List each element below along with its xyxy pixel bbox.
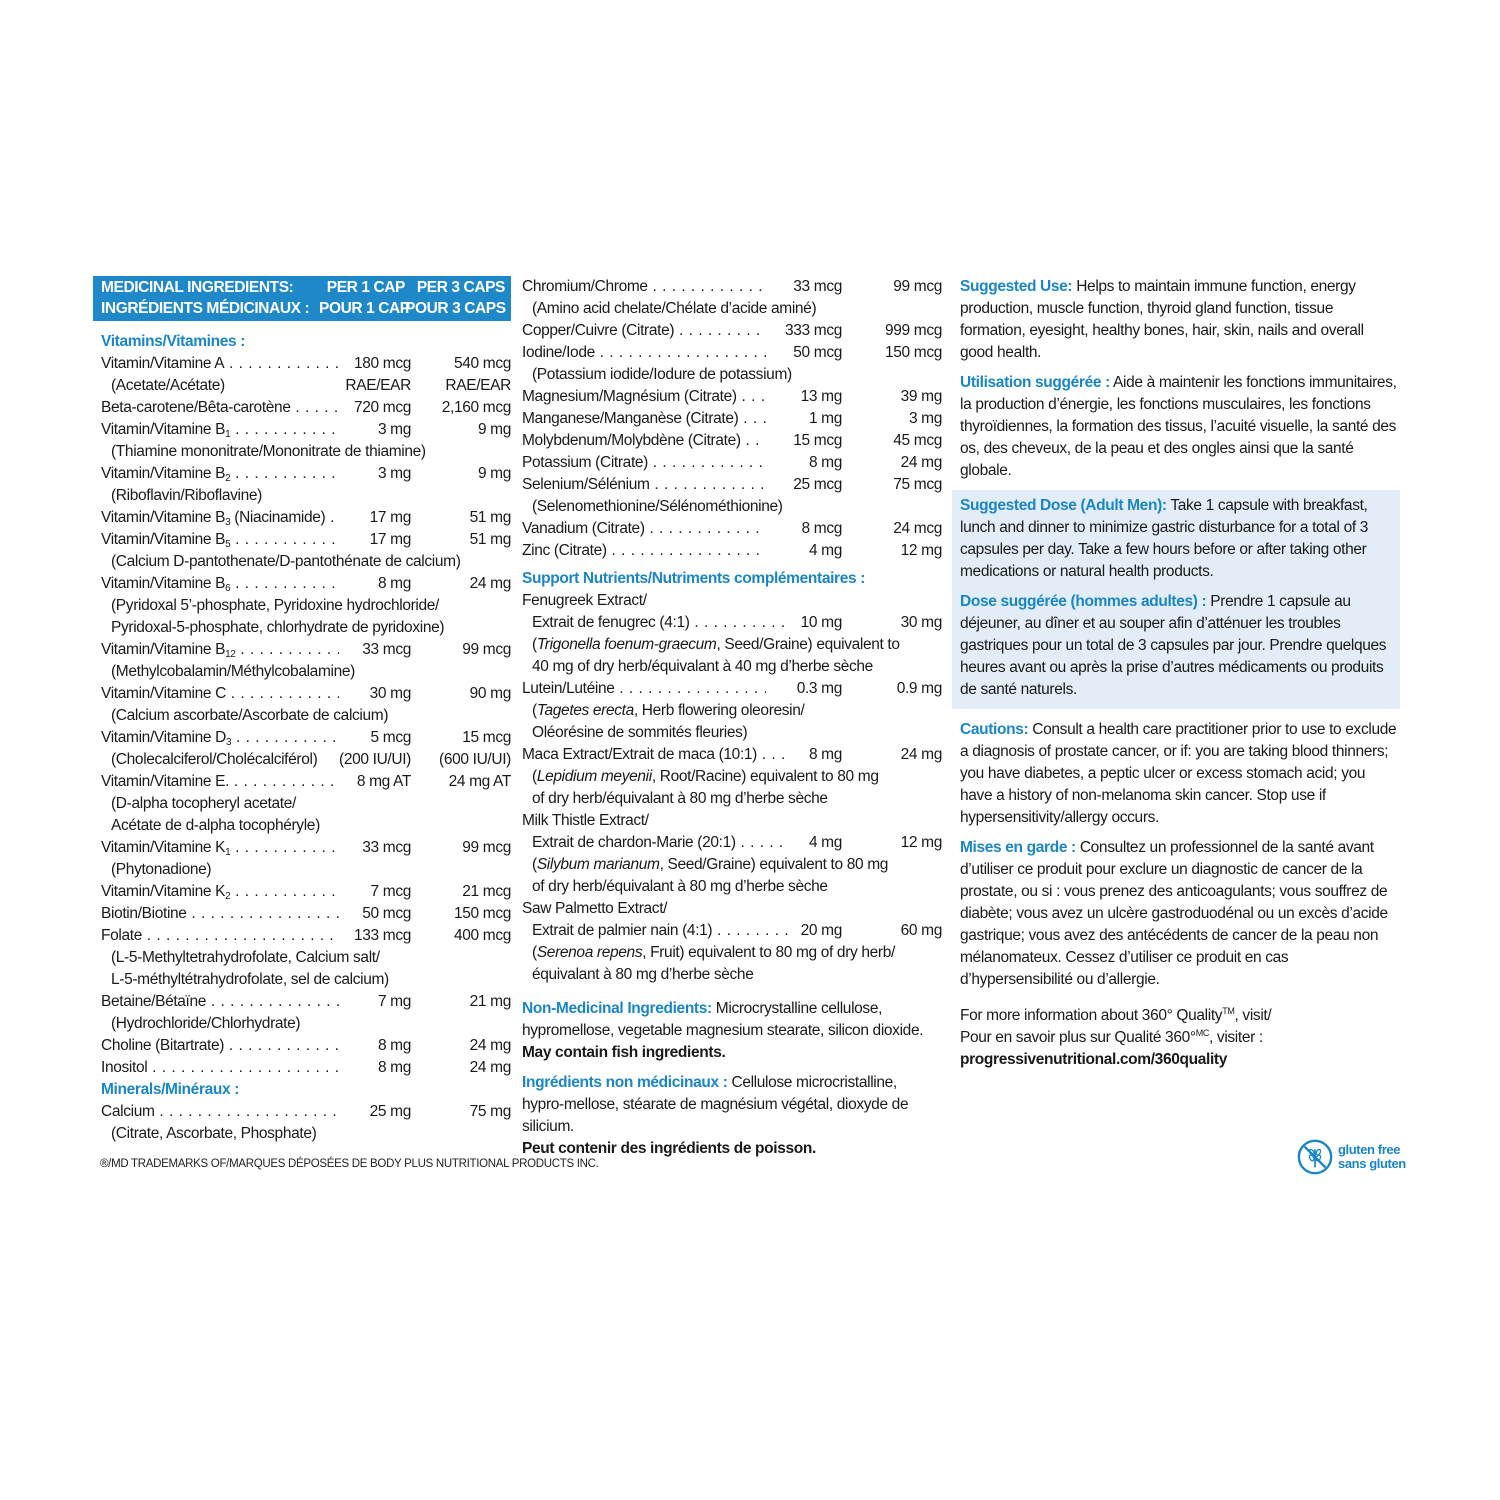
amount-1: 7 mcg [370, 883, 411, 900]
ingredient-row-saw-palmetto [522, 920, 942, 942]
more-info-fr [960, 1027, 1400, 1049]
ingredient-name-text: Vitamin/Vitamine B [101, 421, 226, 438]
amount-3: 24 mg [469, 1037, 511, 1054]
ingredient-row-milk-thistle [522, 832, 942, 854]
amount-1: 8 mg [808, 746, 842, 763]
non-medicinal-en-text: Microcrystalline cellulose, hypromellose, vegetable magnesium stearate, silicon dioxide. [522, 1000, 924, 1039]
ingredient-name-text: Vitamin/Vitamine B [101, 575, 226, 592]
note-rest: , Herb flowering oleoresin/ [633, 702, 805, 719]
ingredient-note: (Acetate/Acétate) [111, 377, 225, 394]
ingredient-name: Vitamin/Vitamine E. . . . [101, 771, 339, 793]
ingredient-note [522, 766, 942, 788]
amount-3: 24 mg [469, 575, 511, 592]
more-info-fr-text: Pour en savoir plus sur Qualité 360° [960, 1029, 1196, 1046]
suggested-use-label: Suggested Use: [960, 278, 1073, 295]
ingredient-subscript: 3 [225, 737, 232, 748]
amount-3: 150 mcg [885, 344, 942, 361]
note-rest: , Fruit) equivalent to 80 mg of dry herb/ [642, 944, 895, 961]
latin-name: Tagetes erecta [536, 702, 634, 719]
ingredient-name: Inositol . . . [101, 1057, 339, 1079]
non-medicinal-en [522, 998, 942, 1064]
ingredient-name: Selenium/Sélénium . . . [522, 474, 766, 496]
utilisation-suggeree [960, 372, 1400, 482]
ingredient-row-vitamin-b5 [101, 529, 511, 551]
ingredient-name-text: Vitamin/Vitamine K [101, 839, 226, 856]
amount-1: 17 mg [369, 531, 411, 548]
amount-3: 12 mg [900, 834, 942, 851]
suggested-dose-text: Take 1 capsule with breakfast, lunch and dinner to minimize gastric disturbance for a total of 3 capsules per day. Take a few hours before or after taking other medications or natural health products. [960, 497, 1369, 580]
fish-warning-fr: Peut contenir des ingrédients de poisson. [522, 1140, 816, 1157]
amount-1: 8 mg AT [356, 773, 411, 790]
ingredient-name [101, 419, 339, 441]
ingredient-row-biotin [101, 903, 511, 925]
amount-1: 4 mg [808, 834, 842, 851]
dose-panel [952, 490, 1400, 709]
ingredient-row-vitamin-a [101, 353, 511, 375]
amount-1: 33 mcg [793, 278, 842, 295]
ingredient-name [101, 837, 339, 859]
header-per3-fr: POUR 3 CAPS [405, 300, 506, 317]
amount-3: 99 mcg [893, 278, 942, 295]
fish-warning-en: May contain fish ingredients. [522, 1044, 726, 1061]
note-paren: ( [532, 944, 537, 961]
amount-3-unit: (600 IU/UI) [439, 751, 511, 768]
ingredient-subscript: 3 [225, 517, 231, 528]
suggested-dose-label: Suggested Dose (Adult Men): [960, 497, 1167, 514]
header-per1-fr: POUR 1 CAP [319, 300, 410, 317]
ingredient-name-text: Vitamin/Vitamine B [101, 509, 226, 526]
saw-palmetto-title: Saw Palmetto Extract/ [522, 900, 668, 917]
ingredient-name [101, 639, 339, 661]
suggested-use [960, 276, 1400, 364]
ingredient-name: Lutein/Lutéine . . . [522, 678, 766, 700]
header-fr: INGRÉDIENTS MÉDICINAUX : [101, 300, 310, 317]
ingredient-note [522, 634, 942, 656]
amount-3: 24 mg [469, 1059, 511, 1076]
vitamins-list [93, 331, 511, 1145]
amount-1: 25 mcg [793, 476, 842, 493]
gluten-free-en: gluten free [1338, 1142, 1401, 1157]
amount-1: 133 mcg [354, 927, 411, 944]
amount-1: 10 mg [800, 614, 842, 631]
ingredient-row-vitamin-b1 [101, 419, 511, 441]
fenugreek-title: Fenugreek Extract/ [522, 592, 647, 609]
ingredients-column-1 [93, 276, 511, 1145]
ingredient-name: Vitamin/Vitamine A . . . [101, 353, 339, 375]
amount-1: 50 mcg [793, 344, 842, 361]
ingredient-note: (D-alpha tocopheryl acetate/ [111, 795, 296, 812]
more-info-en-tail: , visit/ [1234, 1007, 1272, 1024]
note-paren: ( [532, 636, 537, 653]
mises-en-garde-label: Mises en garde : [960, 839, 1076, 856]
amount-3: 0.9 mg [896, 680, 942, 697]
amount-1: 3 mg [377, 421, 411, 438]
ingredient-name: Iodine/Iode . . . [522, 342, 766, 364]
ingredient-note: (Cholecalciferol/Cholécalciférol) [111, 751, 318, 768]
ingredient-name [101, 727, 339, 749]
amount-1: 8 mg [377, 1037, 411, 1054]
ingredient-subscript: 1 [225, 429, 231, 440]
ingredient-name: Biotin/Biotine . . . [101, 903, 339, 925]
note-paren: ( [532, 768, 537, 785]
ingredient-note [522, 854, 942, 876]
ingredient-name: Folate . . . [101, 925, 339, 947]
ingredient-note: (Selenomethionine/Sélénométhionine) [532, 498, 783, 515]
ingredient-name: Potassium (Citrate) . . . [522, 452, 766, 474]
amount-3: 21 mg [469, 993, 511, 1010]
directions-column [960, 276, 1400, 1071]
amount-3-unit: RAE/EAR [445, 377, 511, 394]
amount-3: 60 mg [900, 922, 942, 939]
ingredient-note [522, 700, 942, 722]
ingredient-name: Magnesium/Magnésium (Citrate) . . . [522, 386, 766, 408]
ingredient-note: Oléorésine de sommités fleuries) [532, 724, 748, 741]
amount-3: 150 mcg [454, 905, 511, 922]
amount-3: 24 mg AT [448, 773, 511, 790]
note-rest: , Seed/Graine) equivalent to 80 mg [659, 856, 889, 873]
ingredient-note: (Potassium iodide/Iodure de potassium) [532, 366, 792, 383]
latin-name: Trigonella foenum-graecum [536, 636, 717, 653]
amount-3: 99 mcg [462, 641, 511, 658]
amount-1: 15 mcg [793, 432, 842, 449]
more-info-en-text: For more information about 360° Quality [960, 1007, 1223, 1024]
more-info [960, 1005, 1400, 1071]
more-info-en [960, 1005, 1400, 1027]
amount-1: 720 mcg [354, 399, 411, 416]
cautions-label: Cautions: [960, 721, 1029, 738]
ingredient-name: Vanadium (Citrate) . . . [522, 518, 766, 540]
ingredient-row-inositol [101, 1057, 511, 1079]
ingredient-note: équivalant à 80 mg d’herbe sèche [532, 966, 754, 983]
ingredient-note: of dry herb/équivalant à 80 mg d’herbe sèche [532, 878, 828, 895]
amount-3: 9 mg [477, 465, 511, 482]
ingredient-note: (Hydrochloride/Chlorhydrate) [111, 1015, 301, 1032]
ingredient-row-manganese [522, 408, 942, 430]
ingredient-row-maca [522, 744, 942, 766]
ingredient-subscript: 6 [225, 583, 231, 594]
ingredient-row-vitamin-d3 [101, 727, 511, 749]
support-heading: Support Nutrients/Nutriments complémentaires : [522, 570, 866, 587]
amount-1: 50 mcg [362, 905, 411, 922]
utilisation-text: Aide à maintenir les fonctions immunitaires, la production d’énergie, les fonctions musculaires, les fonctions thyroïdiennes, la formation des tissus, l’acuité visuelle, la santé des os, des cheveux, de la peau et des ongles ainsi que la santé globale. [960, 374, 1397, 479]
suggested-dose [960, 495, 1392, 583]
ingredient-row-copper [522, 320, 942, 342]
ingredient-name: Vitamin/Vitamine C . . . [101, 683, 339, 705]
amount-1: 33 mcg [362, 839, 411, 856]
amount-1: 1 mg [808, 410, 842, 427]
ingredient-name: Manganese/Manganèse (Citrate) . . . [522, 408, 766, 430]
ingredient-name: Beta-carotene/Bêta-carotène . . . [101, 397, 339, 419]
ingredient-name: Copper/Cuivre (Citrate) . . . [522, 320, 766, 342]
amount-3: 99 mcg [462, 839, 511, 856]
amount-1: 0.3 mg [796, 680, 842, 697]
amount-3: 540 mcg [454, 355, 511, 372]
note-paren: ( [532, 856, 537, 873]
ingredient-row-chromium [522, 276, 942, 298]
gluten-free-badge [1296, 1138, 1406, 1176]
amount-1: 8 mcg [801, 520, 842, 537]
dose-suggeree-label: Dose suggérée (hommes adultes) : [960, 593, 1207, 610]
ingredient-sub-vitamin-a [101, 375, 511, 397]
amount-1: 4 mg [808, 542, 842, 559]
latin-name: Serenoa repens [536, 944, 643, 961]
amount-3: 15 mcg [462, 729, 511, 746]
ingredient-name: Extrait de fenugrec (4:1) . . . [522, 612, 788, 634]
ingredient-subscript: 12 [225, 649, 236, 660]
amount-3: 51 mg [469, 531, 511, 548]
ingredient-name-text: Vitamin/Vitamine B [101, 531, 226, 548]
ingredient-note: L-5-méthyltétrahydrofolate, sel de calcium) [111, 971, 389, 988]
ingredient-name: Maca Extract/Extrait de maca (10:1) . . . [522, 744, 788, 766]
amount-1: 25 mg [369, 1103, 411, 1120]
ingredient-row-vitamin-b2 [101, 463, 511, 485]
ingredient-name: Chromium/Chrome . . . [522, 276, 766, 298]
non-medicinal-en-label: Non-Medicinal Ingredients: [522, 1000, 712, 1017]
amount-3: 90 mg [469, 685, 511, 702]
amount-1: 180 mcg [354, 355, 411, 372]
ingredient-name [101, 529, 339, 551]
ingredient-name-text: Vitamin/Vitamine B [101, 465, 226, 482]
ingredient-name [101, 573, 339, 595]
dose-suggeree [960, 591, 1392, 701]
amount-1: 13 mg [800, 388, 842, 405]
amount-3: 3 mg [908, 410, 942, 427]
amount-1: 30 mg [369, 685, 411, 702]
ingredient-row-vitamin-b3 [101, 507, 511, 529]
amount-3: 24 mg [900, 746, 942, 763]
ingredient-subscript: 2 [225, 891, 231, 902]
amount-3: 400 mcg [454, 927, 511, 944]
ingredient-note: (Calcium ascorbate/Ascorbate de calcium) [111, 707, 389, 724]
crossed-wheat-icon [1296, 1138, 1334, 1176]
ingredient-note: Acétate de d-alpha tocophéryle) [111, 817, 320, 834]
minerals-heading: Minerals/Minéraux : [101, 1081, 240, 1098]
ingredient-name: Choline (Bitartrate) . . . [101, 1035, 339, 1057]
non-medicinal-fr-label: Ingrédients non médicinaux : [522, 1074, 728, 1091]
amount-3: 24 mg [900, 454, 942, 471]
ingredient-note: (Methylcobalamin/Méthylcobalamine) [111, 663, 355, 680]
ingredient-row-vitamin-k1 [101, 837, 511, 859]
ingredient-note: (L-5-Methyltetrahydrofolate, Calcium salt/ [111, 949, 380, 966]
ingredient-row-vitamin-b6 [101, 573, 511, 595]
note-paren: ( [532, 702, 537, 719]
trademark-sup: MC [1195, 1028, 1209, 1038]
amount-1: 5 mcg [370, 729, 411, 746]
amount-1: 8 mg [377, 1059, 411, 1076]
ingredient-subscript: 2 [225, 473, 231, 484]
ingredient-row-selenium [522, 474, 942, 496]
note-rest: , Root/Racine) equivalent to 80 mg [651, 768, 879, 785]
amount-1: 20 mg [800, 922, 842, 939]
amount-3: 9 mg [477, 421, 511, 438]
cautions [960, 719, 1400, 829]
ingredient-name: Extrait de chardon-Marie (20:1) . . . [522, 832, 788, 854]
non-medicinal-fr-text: Cellulose microcristalline, hypro-mellose, stéarate de magnésium végétal, dioxyde de silicium. [522, 1074, 909, 1135]
ingredient-row-vitamin-b12 [101, 639, 511, 661]
gluten-free-text [1338, 1143, 1406, 1171]
amount-1: 17 mg [369, 509, 411, 526]
ingredient-subscript: 1 [225, 847, 231, 858]
amount-1-unit: (200 IU/UI) [339, 751, 411, 768]
amount-3: 45 mcg [893, 432, 942, 449]
ingredient-row-molybdenum [522, 430, 942, 452]
ingredient-row-beta-carotene [101, 397, 511, 419]
amount-3: 2,160 mcg [441, 399, 511, 416]
ingredient-note: (Thiamine mononitrate/Mononitrate de thiamine) [111, 443, 426, 460]
ingredient-name: Molybdenum/Molybdène (Citrate) . . . [522, 430, 766, 452]
ingredient-row-zinc [522, 540, 942, 562]
ingredient-note [522, 942, 942, 964]
ingredient-row-vanadium [522, 518, 942, 540]
ingredient-row-iodine [522, 342, 942, 364]
ingredient-row-lutein [522, 678, 942, 700]
ingredient-name: Calcium . . . [101, 1101, 339, 1123]
ingredient-row-vitamin-c [101, 683, 511, 705]
amount-3: 21 mcg [462, 883, 511, 900]
header-per1-en: PER 1 CAP [326, 279, 405, 296]
utilisation-label: Utilisation suggérée : [960, 374, 1110, 391]
amount-1: 7 mg [377, 993, 411, 1010]
amount-3: 51 mg [469, 509, 511, 526]
more-info-fr-tail: , visiter : [1209, 1029, 1263, 1046]
ingredient-name-tail: (Niacinamide) [230, 509, 326, 526]
ingredient-note: of dry herb/équivalant à 80 mg d’herbe sèche [532, 790, 828, 807]
amount-3: 30 mg [900, 614, 942, 631]
amount-3: 75 mcg [893, 476, 942, 493]
ingredient-name [101, 463, 339, 485]
mises-en-garde-text: Consultez un professionnel de la santé avant d’utiliser ce produit pour exclure un diagnostic de cancer de la prostate, ou si : vous prenez des anticoagulants; vous souffrez de diabète; vous avez un ulcère gastroduodénal ou un excès d’acide gastrique; vous avez des antécédents de cancer de la peau non mélanomateux. Cessez d’utiliser ce produit en cas d’hypersensibilité ou d’allergie. [960, 839, 1388, 988]
ingredient-name: Betaine/Bétaïne . . . [101, 991, 339, 1013]
ingredient-name [101, 507, 339, 529]
suggested-use-text: Helps to maintain immune function, energy production, muscle function, thyroid gland function, tissue formation, eyesight, healthy bones, hair, skin, nails and overall good health. [960, 278, 1364, 361]
ingredient-note: (Amino acid chelate/Chélate d’acide aminé) [532, 300, 817, 317]
amount-1: 333 mcg [785, 322, 842, 339]
ingredients-column-2 [522, 276, 942, 1168]
trademark-footer: ®/MD TRADEMARKS OF/MARQUES DÉPOSÉES DE BODY PLUS NUTRITIONAL PRODUCTS INC. [100, 1158, 599, 1170]
ingredient-row-betaine [101, 991, 511, 1013]
milk-thistle-title: Milk Thistle Extract/ [522, 812, 649, 829]
amount-1: 3 mg [377, 465, 411, 482]
non-medicinal-fr [522, 1072, 942, 1160]
ingredient-row-calcium [101, 1101, 511, 1123]
ingredient-note: Pyridoxal-5-phosphate, chlorhydrate de pyridoxine) [111, 619, 445, 636]
ingredient-name-text: Vitamin/Vitamine K [101, 883, 226, 900]
ingredient-row-vitamin-e [101, 771, 511, 793]
ingredient-subscript: 5 [225, 539, 231, 550]
ingredient-note: (Pyridoxal 5’-phosphate, Pyridoxine hydrochloride/ [111, 597, 439, 614]
gluten-free-fr: sans gluten [1338, 1156, 1406, 1171]
amount-1: 33 mcg [362, 641, 411, 658]
amount-3: 75 mg [469, 1103, 511, 1120]
ingredient-note: (Riboflavin/Riboflavine) [111, 487, 262, 504]
cautions-text: Consult a health care practitioner prior to use to exclude a diagnosis of prostate cancer, or if: you are taking blood thinners; you have diabetes, a peptic ulcer or excess stomach acid; you have a history of non-melanoma skin cancer. Stop use if hypersensitivity/allergy occurs. [960, 721, 1397, 826]
ingredient-note: 40 mg of dry herb/équivalant à 40 mg d’herbe sèche [532, 658, 873, 675]
trademark-sup: TM [1222, 1006, 1235, 1016]
ingredient-name-text: Vitamin/Vitamine D [101, 729, 226, 746]
note-rest: , Seed/Graine) equivalent to [716, 636, 900, 653]
ingredient-name [101, 881, 339, 903]
vitamins-heading: Vitamins/Vitamines : [101, 333, 246, 350]
ingredient-note: (Citrate, Ascorbate, Phosphate) [111, 1125, 317, 1142]
ingredient-name: Extrait de palmier nain (4:1) . . . [522, 920, 788, 942]
latin-name: Lepidium meyenii [536, 768, 652, 785]
ingredient-row-magnesium [522, 386, 942, 408]
header-per3-en: PER 3 CAPS [416, 279, 505, 296]
latin-name: Silybum marianum [536, 856, 660, 873]
ingredient-row-folate [101, 925, 511, 947]
mises-en-garde [960, 837, 1400, 991]
ingredient-row-fenugreek [522, 612, 942, 634]
amount-3: 39 mg [900, 388, 942, 405]
ingredient-note: (Phytonadione) [111, 861, 212, 878]
quality-url[interactable]: progressivenutritional.com/360quality [960, 1051, 1227, 1068]
dose-suggeree-text: Prendre 1 capsule au déjeuner, au dîner et au souper afin d’atténuer les troubles gastriques pour un total de 3 capsules par jour. Prendre quelques heures avant ou après la prise d’autres médicaments ou produits de santé naturels. [960, 593, 1387, 698]
ingredient-name-text: Vitamin/Vitamine B [101, 641, 226, 658]
ingredient-note: (Calcium D-pantothenate/D-pantothénate de calcium) [111, 553, 461, 570]
amount-1: 8 mg [377, 575, 411, 592]
ingredients-header [93, 276, 511, 321]
amount-1: 8 mg [808, 454, 842, 471]
amount-3: 24 mcg [893, 520, 942, 537]
amount-1-unit: RAE/EAR [345, 377, 411, 394]
ingredient-sub-vitamin-d3 [101, 749, 511, 771]
amount-3: 12 mg [900, 542, 942, 559]
ingredient-row-vitamin-k2 [101, 881, 511, 903]
ingredient-row-choline [101, 1035, 511, 1057]
ingredient-name: Zinc (Citrate) . . . [522, 540, 766, 562]
ingredient-row-potassium [522, 452, 942, 474]
header-en: MEDICINAL INGREDIENTS: [101, 279, 294, 296]
amount-3: 999 mcg [885, 322, 942, 339]
